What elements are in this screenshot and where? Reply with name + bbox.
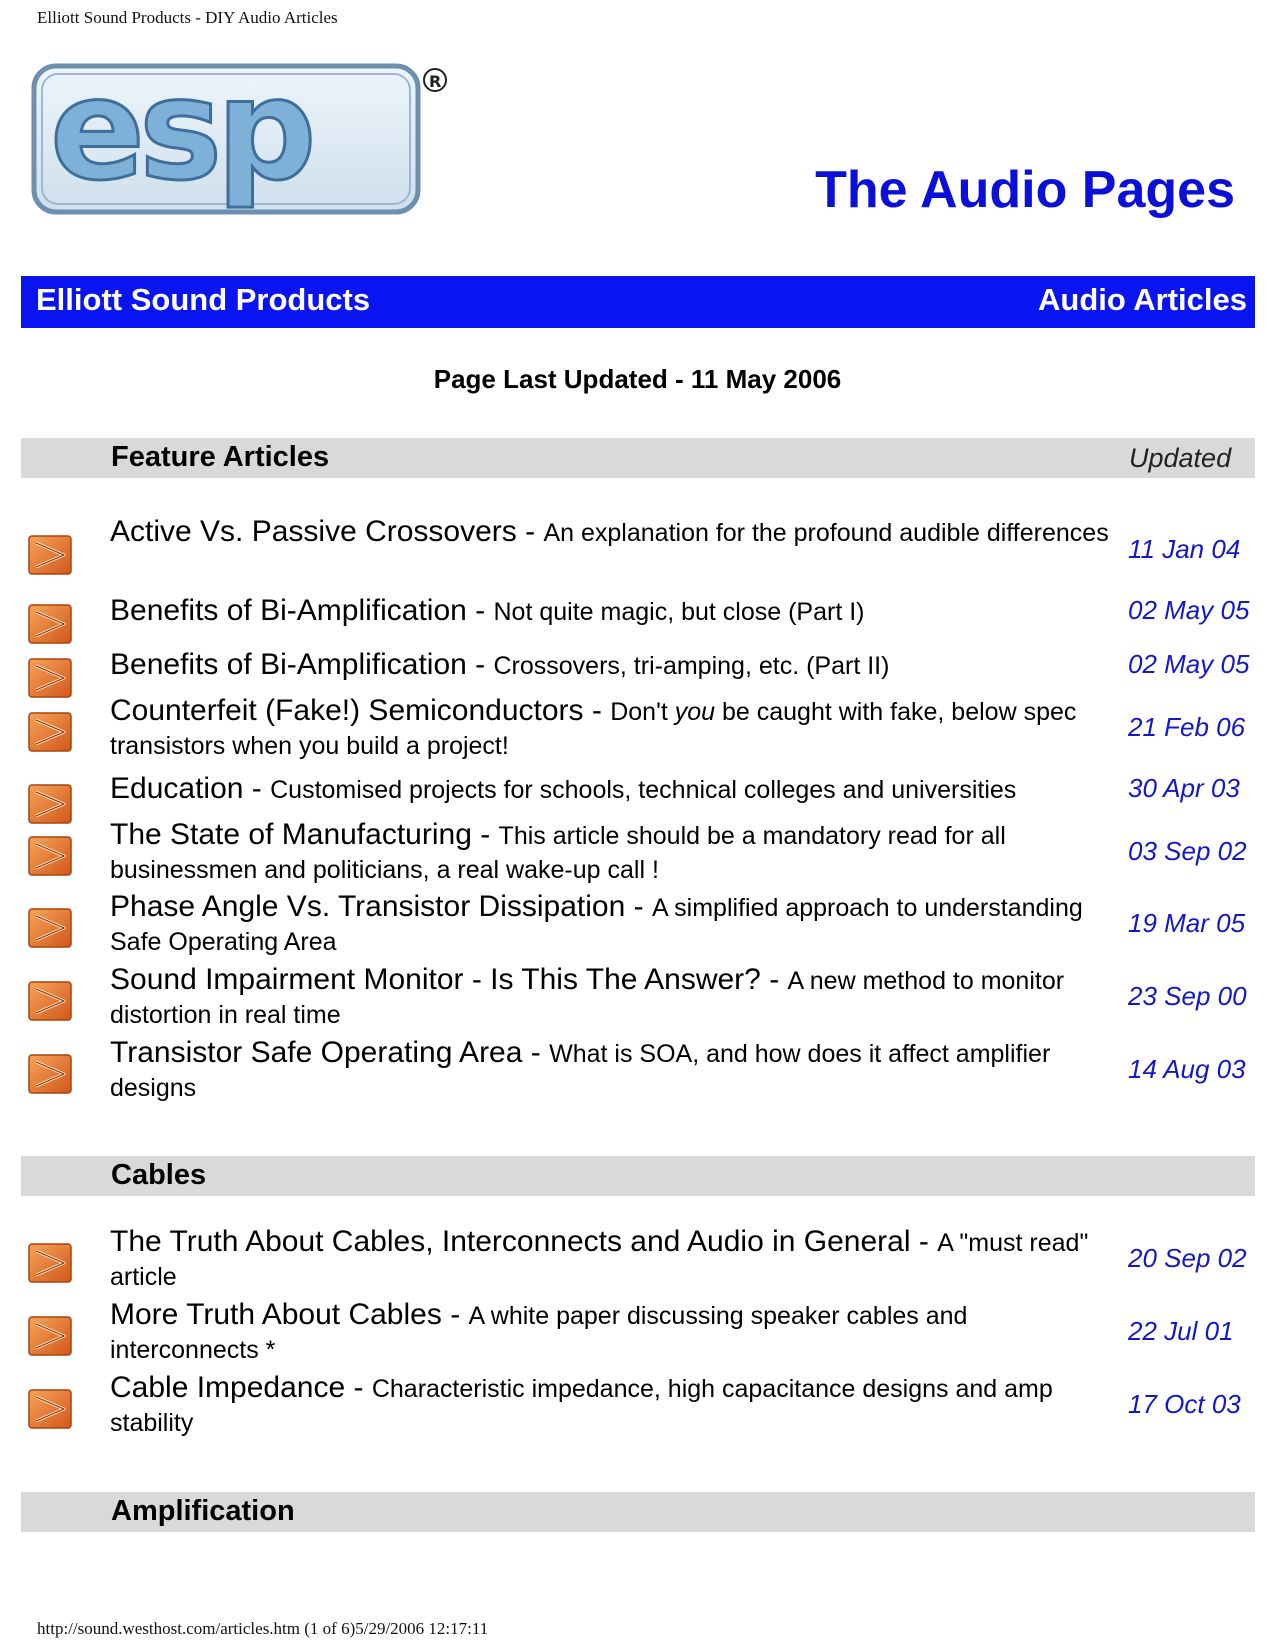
article-updated-date: 23 Sep 00 <box>1128 981 1247 1011</box>
article-updated-date: 22 Jul 01 <box>1128 1316 1234 1346</box>
article-description: A white paper discussing speaker cables and interconnects * <box>110 1302 968 1364</box>
article-entry <box>110 1225 1120 1294</box>
separator-dash: - <box>345 1371 372 1404</box>
article-updated-date: 21 Feb 06 <box>1128 712 1246 742</box>
article-description: be caught with fake, below spec transistors when you build a project! <box>110 698 1077 760</box>
article-description: Characteristic impedance, high capacitance designs and amp stability <box>110 1375 1053 1437</box>
article-entry <box>110 963 1120 1032</box>
section-header-amplification <box>21 1492 1255 1532</box>
orange-arrow-bullet-icon <box>28 658 72 698</box>
article-description: An explanation for the profound audible differences <box>543 519 1109 547</box>
article-link[interactable]: More Truth About Cables <box>110 1298 442 1331</box>
article-description: Customised projects for schools, technical colleges and universities <box>270 776 1017 804</box>
orange-arrow-bullet-icon <box>28 604 72 644</box>
article-entry <box>110 772 1120 807</box>
separator-dash: - <box>522 1036 550 1069</box>
separator-dash: - <box>441 1298 469 1331</box>
article-entry <box>110 694 1120 763</box>
page-last-updated: Page Last Updated - 11 May 2006 <box>433 364 842 394</box>
article-description: Don't <box>610 698 675 726</box>
print-header: Elliott Sound Products - DIY Audio Articles <box>37 8 338 27</box>
article-updated-date: 03 Sep 02 <box>1128 836 1247 866</box>
article-updated-date: 20 Sep 02 <box>1128 1243 1247 1273</box>
article-description: A simplified approach to understanding Safe Operating Area <box>110 894 1083 956</box>
article-entry <box>110 594 1120 629</box>
article-updated-date: 30 Apr 03 <box>1128 773 1240 803</box>
svg-text:esp: esp <box>50 58 311 212</box>
article-description: Crossovers, tri-amping, etc. (Part II) <box>493 652 890 680</box>
orange-arrow-bullet-icon <box>28 1243 72 1283</box>
article-link[interactable]: Cable Impedance <box>110 1371 346 1404</box>
orange-arrow-bullet-icon <box>28 836 72 876</box>
site-title: The Audio Pages <box>815 161 1235 219</box>
article-updated-date: 17 Oct 03 <box>1128 1389 1241 1419</box>
separator-dash: - <box>910 1225 938 1258</box>
separator-dash: - <box>466 594 494 627</box>
separator-dash: - <box>466 648 494 681</box>
article-updated-date: 02 May 05 <box>1128 649 1250 679</box>
separator-dash: - <box>583 694 611 727</box>
article-updated-date: 19 Mar 05 <box>1128 908 1246 938</box>
article-entry <box>110 648 1120 683</box>
article-entry <box>110 1371 1120 1440</box>
article-updated-date: 02 May 05 <box>1128 595 1250 625</box>
article-description: A new method to monitor distortion in real time <box>110 967 1065 1029</box>
orange-arrow-bullet-icon <box>28 535 72 575</box>
separator-dash: - <box>625 890 652 923</box>
article-entry <box>110 890 1120 959</box>
article-updated-date: 14 Aug 03 <box>1128 1054 1246 1084</box>
article-link[interactable]: Active Vs. Passive Crossovers <box>110 515 517 548</box>
orange-arrow-bullet-icon <box>28 784 72 824</box>
article-link[interactable]: Benefits of Bi-Amplification <box>110 648 467 681</box>
esp-logo[interactable] <box>28 58 478 228</box>
separator-dash: - <box>243 772 271 805</box>
article-link[interactable]: The State of Manufacturing <box>110 818 472 851</box>
article-link[interactable]: Education <box>110 772 244 805</box>
article-link[interactable]: Counterfeit (Fake!) Semiconductors <box>110 694 584 727</box>
article-link[interactable]: Sound Impairment Monitor - Is This The Answer? <box>110 963 761 996</box>
banner-bar <box>21 276 1255 328</box>
article-entry <box>110 818 1120 887</box>
article-entry <box>110 1036 1120 1105</box>
separator-dash: - <box>471 818 499 851</box>
separator-dash: - <box>516 515 544 548</box>
orange-arrow-bullet-icon <box>28 1316 72 1356</box>
article-link[interactable]: Phase Angle Vs. Transistor Dissipation <box>110 890 626 923</box>
section-header-cables <box>21 1156 1255 1196</box>
article-description-emphasis: you <box>674 698 716 726</box>
section-header-feature-articles <box>21 438 1255 478</box>
section-title: Cables <box>111 1159 207 1191</box>
svg-text:R: R <box>429 72 442 91</box>
article-link[interactable]: The Truth About Cables, Interconnects and Audio in General <box>110 1225 911 1258</box>
separator-dash: - <box>760 963 788 996</box>
orange-arrow-bullet-icon <box>28 1389 72 1429</box>
orange-arrow-bullet-icon <box>28 712 72 752</box>
article-entry <box>110 1298 1120 1367</box>
section-title: Feature Articles <box>111 441 330 473</box>
article-entry <box>110 515 1120 550</box>
article-description: A "must read" article <box>110 1229 1089 1291</box>
orange-arrow-bullet-icon <box>28 1054 72 1094</box>
esp-logo-icon <box>28 58 478 228</box>
updated-column-label: Updated <box>1129 443 1232 473</box>
article-link[interactable]: Transistor Safe Operating Area <box>110 1036 523 1069</box>
article-link[interactable]: Benefits of Bi-Amplification <box>110 594 467 627</box>
banner-right: Audio Articles <box>1038 282 1247 317</box>
orange-arrow-bullet-icon <box>28 981 72 1021</box>
banner-left: Elliott Sound Products <box>36 282 371 317</box>
section-title: Amplification <box>111 1495 295 1527</box>
article-description: What is SOA, and how does it affect amplifier designs <box>110 1040 1051 1102</box>
article-description: Not quite magic, but close (Part I) <box>493 598 865 626</box>
article-description: This article should be a mandatory read for all businessmen and politicians, a real wake-up call ! <box>110 822 1006 884</box>
print-footer: http://sound.westhost.com/articles.htm (1 of 6)5/29/2006 12:17:11 <box>37 1619 489 1638</box>
orange-arrow-bullet-icon <box>28 908 72 948</box>
article-updated-date: 11 Jan 04 <box>1128 534 1241 564</box>
